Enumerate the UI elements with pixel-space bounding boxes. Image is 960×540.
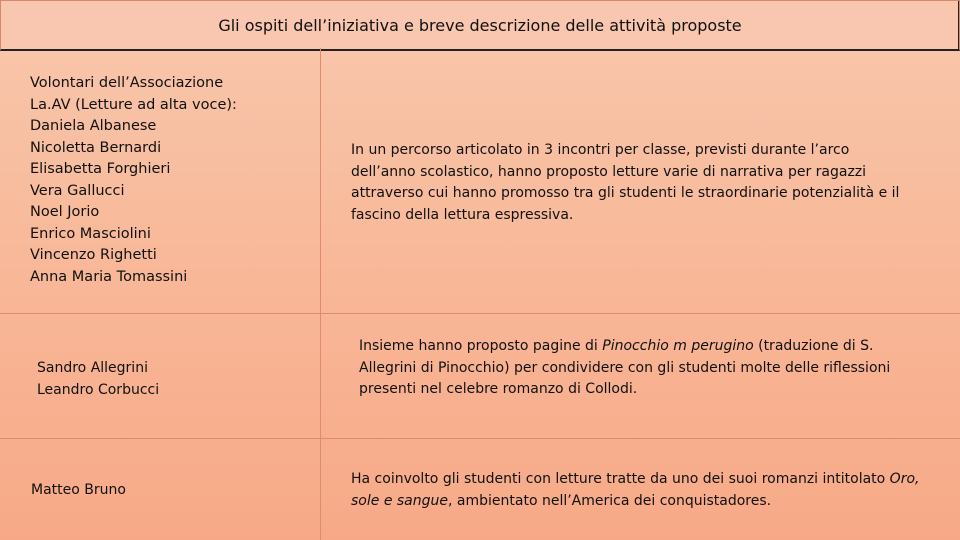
guest-name: Daniela Albanese <box>30 118 157 134</box>
guest-name: Leandro Corbucci <box>37 381 160 398</box>
guest-name: Elisabetta Forghieri <box>30 161 171 177</box>
row-divider <box>0 438 960 439</box>
description-cell-3 <box>351 469 931 512</box>
book-title: Pinocchio m perugino <box>602 338 754 354</box>
description-text: (traduzione di S. Allegrini di Pinocchio) per condividere con gli studenti molte delle riflessioni presenti nel celebre romanzo di Collodi. <box>359 338 891 397</box>
guests-cell-2 <box>37 358 159 401</box>
description-text: Ha coinvolto gli studenti con letture tratte da uno dei suoi romanzi intitolato <box>351 471 890 487</box>
guests-cell-3 <box>31 480 126 502</box>
description-cell-1: In un percorso articolato in 3 incontri per classe, previsti durante l’arco dell’anno scolastico, hanno proposto letture varie di narrativa per ragazzi attraverso cui hanno promosso tra gli studenti le straordinarie potenzialità e il fascino della lettura espressiva. <box>351 142 900 223</box>
column-divider <box>320 48 321 540</box>
header-border <box>958 1 959 49</box>
book-title: Oro, sole e sangue <box>351 471 920 509</box>
description-text: , ambientato nell’America dei conquistadores. <box>448 492 772 509</box>
guests-cell-1 <box>30 73 237 288</box>
description-text: Insieme hanno proposto pagine di <box>359 338 603 354</box>
guest-name: Anna Maria Tomassini <box>30 268 188 285</box>
guest-name: Enrico Masciolini <box>30 225 151 242</box>
guest-name: Noel Jorio <box>30 204 100 220</box>
description-cell-2 <box>359 336 919 401</box>
guest-name: Matteo Bruno <box>31 482 126 498</box>
guest-name: Vera Gallucci <box>30 182 125 199</box>
guest-name: La.AV (Letture ad alta voce): <box>30 96 237 113</box>
guest-name: Vincenzo Righetti <box>30 247 157 263</box>
page-title: Gli ospiti dell’iniziativa e breve descrizione delle attività proposte <box>218 15 742 35</box>
guest-name: Sandro Allegrini <box>37 360 148 376</box>
table-header <box>0 0 960 51</box>
guest-name: Volontari dell’Associazione <box>30 75 224 91</box>
row-divider <box>0 313 960 314</box>
guest-name: Nicoletta Bernardi <box>30 139 162 156</box>
